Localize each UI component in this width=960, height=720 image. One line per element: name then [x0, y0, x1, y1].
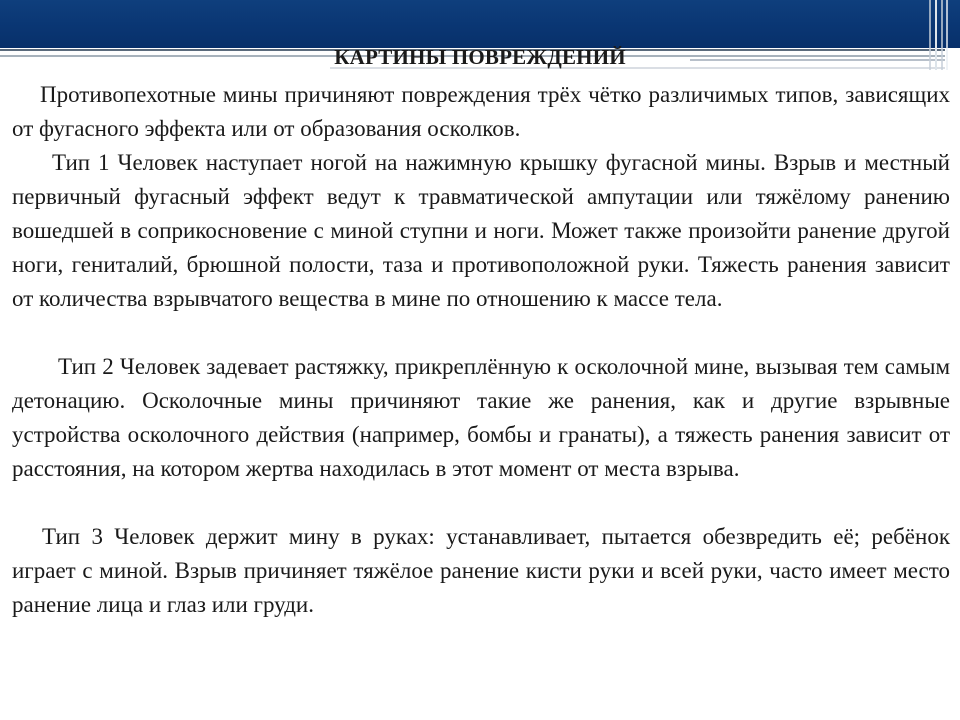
paragraph-type-3: Тип 3 Человек держит мину в руках: устанавливает, пытается обезвредить её; ребёнок играет с миной. Взрыв причиняет тяжёлое ранение кисти руки и всей руки, часто имеет место ранение лица и глаз или груди. [12, 524, 950, 617]
paragraph-type-2: Тип 2 Человек задевает растяжку, прикреплённую к осколочной мине, вызывая тем самым детонацию. Осколочные мины причиняют такие же ранения, как и другие взрывные устройства осколочного действия (например, бомбы и гранаты), а тяжесть ранения зависит от расстояния, на котором жертва находилась в этот момент от места взрыва. [12, 354, 950, 481]
slide-title: КАРТИНЫ ПОВРЕЖДЕНИЙ [334, 45, 626, 69]
paragraph-type-1: Тип 1 Человек наступает ногой на нажимную крышку фугасной мины. Взрыв и местный первичный фугасный эффект ведут к травматической ампутации или тяжёлому ранению вошедшей в соприкосновение с миной ступни и ноги. Может также произойти ранение другой ноги, гениталий, брюшной полости, таза и противоположной руки. Тяжесть ранения зависит от количества взрывчатого вещества в мине по отношению к массе тела. [12, 150, 950, 311]
slide-body [12, 78, 950, 622]
paragraph-intro: Противопехотные мины причиняют повреждения трёх чётко различимых типов, зависящих от фугасного эффекта или от образования осколков. [12, 82, 950, 141]
